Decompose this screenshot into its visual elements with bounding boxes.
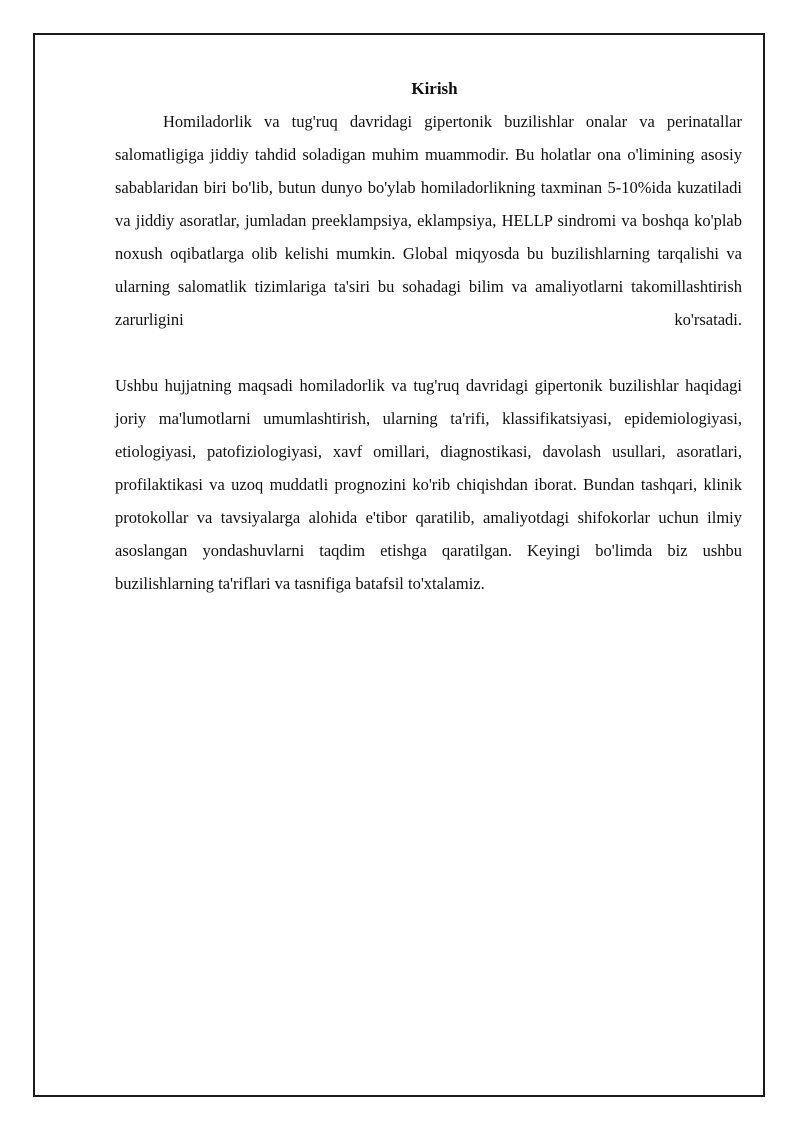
intro-paragraph-2: Ushbu hujjatning maqsadi homiladorlik va tug'ruq davridagi gipertonik buzilishlar haqidagi joriy ma'lumotlarni umumlashtirish, ularning ta'rifi, klassifikatsiyasi, epidemiologiyasi, etiologiyasi, patofiziologiyasi, xavf omillari, diagnostikasi, davolash usullari, asoratlari, profilaktikasi va uzoq muddatli prognozini ko'rib chiqishdan iborat. Bundan tashqari, klinik protokollar va tavsiyalarga alohida e'tibor qaratilib, amaliyotdagi shifokorlar uchun ilmiy asoslangan yondashuvlarni taqdim etishga qaratilgan. Keyingi bo'limda biz ushbu buzilishlarning ta'riflari va tasnifiga batafsil to'xtalamiz. [115, 376, 742, 593]
section-title: Kirish [411, 79, 458, 98]
paragraph-spacer [115, 336, 742, 369]
intro-paragraph-1: Homiladorlik va tug'ruq davridagi gipertonik buzilishlar onalar va perinatallar salomatligiga jiddiy tahdid soladigan muhim muammodir. Bu holatlar ona o'limining asosiy sabablaridan biri bo'lib, butun dunyo bo'ylab homiladorlikning taxminan 5-10%ida kuzatiladi va jiddiy asoratlar, jumladan preeklampsiya, eklampsiya, HELLP sindromi va boshqa ko'plab noxush oqibatlarga olib kelishi mumkin. Global miqyosda bu buzilishlarning tarqalishi va ularning salomatlik tizimlariga ta'siri bu sohadagi bilim va amaliyotlarni takomillashtirish zarurligini ko'rsatadi. [115, 112, 742, 329]
document-body [115, 72, 742, 600]
